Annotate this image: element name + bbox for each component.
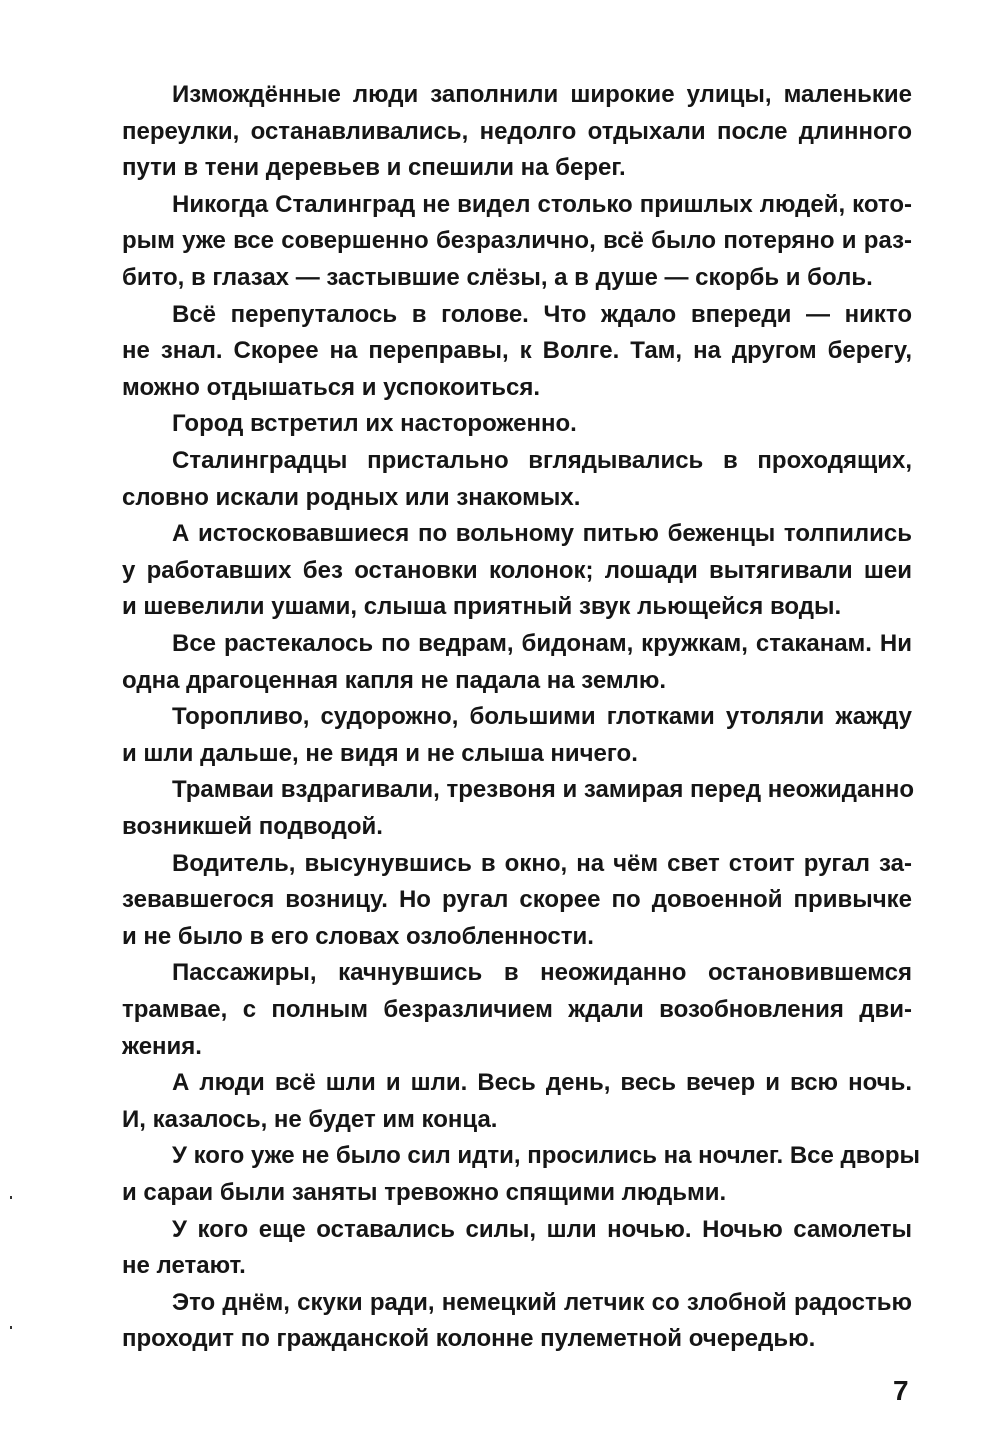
text-line: возникшей подводой. [122,813,383,840]
scan-speck [10,1196,12,1199]
text-line: и не было в его словах озлобленности. [122,922,594,950]
text-line: и шли дальше, не видя и не слыша ничего. [122,739,638,767]
text-line: проходит по гражданской колонне пулеметной очередью. [122,1325,816,1353]
text-line: Торопливо, судорожно, большими глотками утоляли жажду [172,703,912,731]
text-line: Никогда Сталинград не видел столько пришлых людей, кото- [172,190,912,218]
text-line: и сараи были заняты тревожно спящими людьми. [122,1179,727,1206]
text-line: Трамваи вздрагивали, трезвоня и замирая перед неожиданно [172,776,914,804]
text-line: Сталинградцы пристально вглядывались в проходящих, [172,447,912,474]
text-line: одна драгоценная капля не падала на землю. [122,666,667,694]
scan-speck [10,1326,12,1329]
text-line: Город встретил их настороженно. [172,410,577,438]
page-number: 7 [893,1375,909,1406]
text-line: можно отдышаться и успокоиться. [122,373,541,401]
text-line: не знал. Скорее на переправы, к Волге. Там, на другом берегу, [122,337,912,365]
text-line: жения. [122,1032,202,1060]
text-line: Водитель, высунувшись в окно, на чём свет стоит ругал за- [172,849,912,877]
text-line: У кого уже не было сил идти, просились на ночлег. Все дворы [172,1142,921,1170]
text-line: зевавшегося возницу. Но ругал скорее по довоенной привычке [122,886,912,914]
text-line: и шевелили ушами, слыша приятный звук льющейся воды. [122,593,842,621]
text-line: переулки, останавливались, недолго отдыхали после длинного [122,117,912,145]
text-line: Всё перепуталось в голове. Что ждало впереди — никто [172,300,912,328]
text-line: Все растекалось по ведрам, бидонам, кружкам, стаканам. Ни [172,630,912,657]
text-line: не летают. [122,1252,246,1280]
text-line: Измождённые люди заполнили широкие улицы, маленькие [172,81,912,108]
text-line: А истосковавшиеся по вольному питью беженцы толпились [172,520,912,548]
text-line: пути в тени деревьев и спешили на берег. [122,154,626,182]
text-line: рым уже все совершенно безразлично, всё было потеряно и раз- [122,227,912,255]
text-line: И, казалось, не будет им конца. [122,1105,498,1133]
text-line: словно искали родных или знакомых. [122,483,581,511]
text-line: Пассажиры, качнувшись в неожиданно остановившемся [172,959,912,987]
text-line: бито, в глазах — застывшие слёзы, а в душе — скорбь и боль. [122,264,873,291]
text-line: у работавших без остановки колонок; лошади вытягивали шеи [122,556,912,584]
text-line: А люди всё шли и шли. Весь день, весь вечер и всю ночь. [172,1069,912,1097]
text-line: Это днём, скуки ради, немецкий летчик со злобной радостью [172,1288,912,1316]
text-line: У кого еще оставались силы, шли ночью. Ночью самолеты [172,1215,912,1243]
text-line: трамвае, с полным безразличием ждали возобновления дви- [122,996,912,1023]
